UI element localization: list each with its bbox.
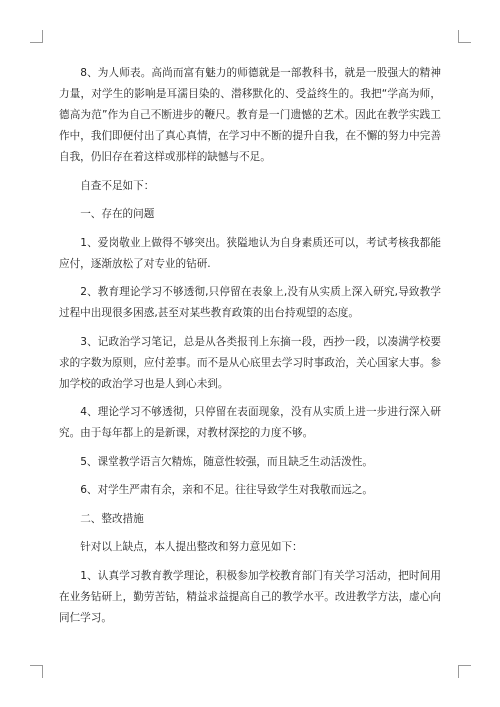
document-body [59,63,441,636]
paragraph-problem-3: 3、记政治学习笔记，总是从各类报刊上东摘一段，西抄一段，以凑满学校要求的字数为原则，应付差事。而不是从心底里去学习时事政治，关心国家大事。参加学校的政治学习也是人到心未到。 [59,335,441,390]
paragraph-problem-4: 4、理论学习不够透彻，只停留在表面现象，没有从实质上进一步进行深入研究。由于每年都上的是新课，对教材深挖的力度不够。 [59,406,441,439]
crop-mark-bottom-right [458,665,471,678]
paragraph-problem-1: 1、爱岗敬业上做得不够突出。狭隘地认为自身素质还可以，考试考核我都能应付，逐渐放松了对专业的钻研. [59,236,441,270]
paragraph-measure-1: 1、认真学习教育教学理论，积极参加学校教育部门有关学习活动，把时间用在业务钻研上，勤劳苦钻，精益求益提高自己的教学水平。改进教学方法，虚心向同仁学习。 [59,569,441,624]
section-heading-measures: 二、整改措施 [80,512,144,525]
paragraph-measures-intro: 针对以上缺点，本人提出整改和努力意见如下： [80,541,303,553]
section-heading-problems: 一、存在的问题 [80,208,155,220]
paragraph-problem-5: 5、课堂教学语言欠精炼，随意性较强，而且缺乏生动活泼性。 [80,455,373,468]
crop-mark-top-left [30,30,43,43]
paragraph-problem-6: 6、对学生严肃有余，亲和不足。往往导致学生对我敬而远之。 [80,484,373,496]
paragraph-self-check-intro: 自查不足如下： [80,179,155,192]
paragraph-teacher-ethics: 8、为人师表。高尚而富有魅力的师德就是一部教科书，就是一股强大的精神力量，对学生的影响是耳濡目染的、潜移默化的、受益终生的。我把“学高为师，德高为范”作为自己不断进步的鞭尺。教育是一门遗憾的艺术。因此在教学实践工作中，我们即便付出了真心真情，在学习中不断的提升自我，在不懈的努力中完善自我，仍旧存在着这样或那样的缺憾与不足。 [59,67,441,163]
crop-mark-top-right [458,30,471,43]
paragraph-problem-2: 2、教育理论学习不够透彻,只停留在表象上,没有从实质上深入研究,导致教学过程中出现很多困惑,甚至对某些教育政策的出台持观望的态度。 [59,286,441,319]
crop-mark-bottom-left [30,665,43,678]
